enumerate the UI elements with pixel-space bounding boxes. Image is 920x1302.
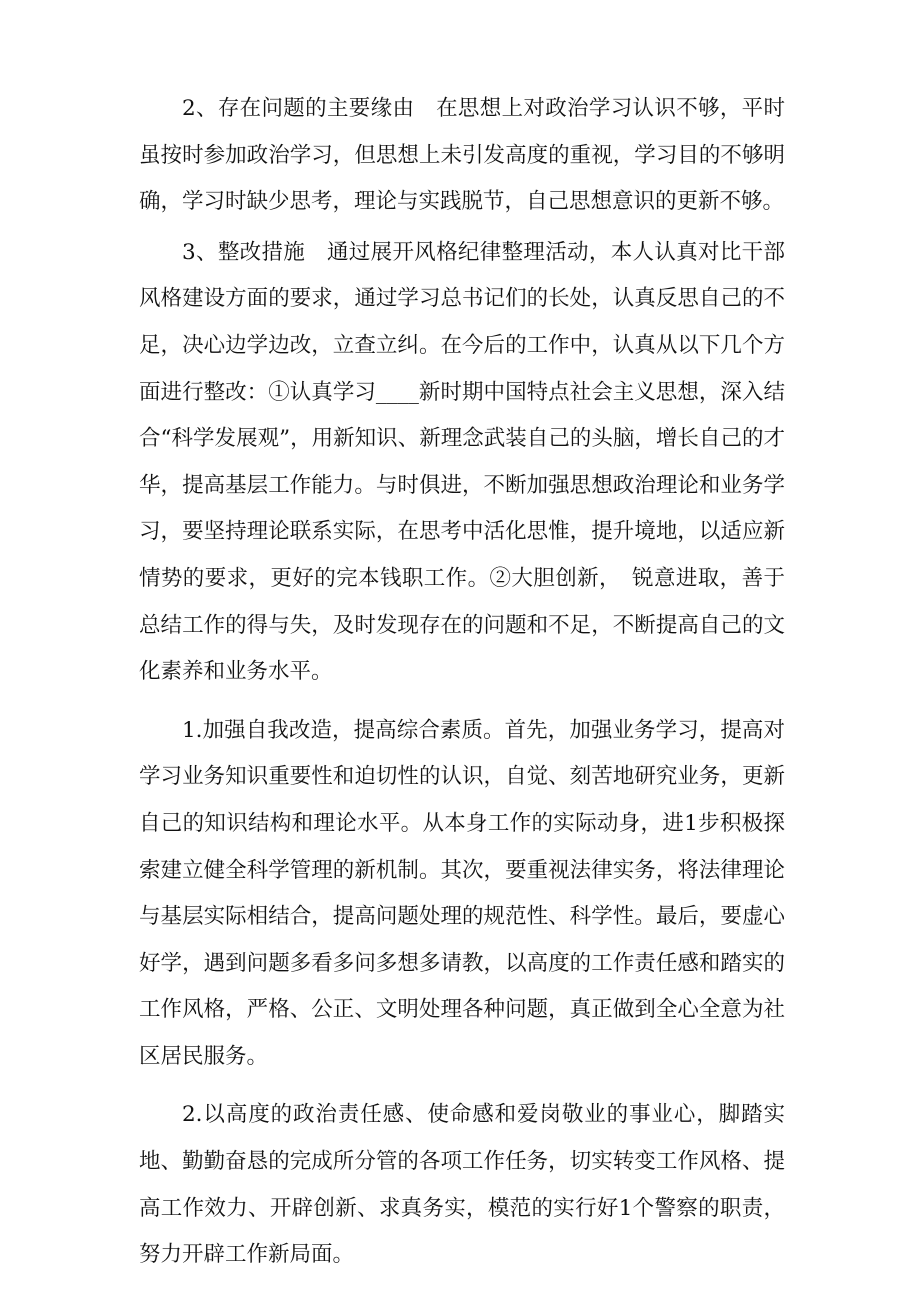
paragraph-rectification-measures: 3、整改措施 通过展开风格纪律整理活动，本人认真对比干部风格建设方面的要求，通过学习总书记们的长处，认真反思自己的不足，决心边学边改，立查立纠。在今后的工作中，认真从以下几个方面进行整改：①认真学习____新时期中国特点社会主义思想，深入结合“科学发展观”，用新知识、新理念武装自己的头脑，增长自己的才华，提高基层工作能力。与时俱进，不断加强思想政治理论和业务学习，要坚持理论联系实际，在思考中活化思惟，提升境地，以适应新情势的要求，更好的完本钱职工作。②大胆创新， 锐意进取，善于总结工作的得与失，及时发现存在的问题和不足，不断提高自己的文化素养和业务水平。 — [139, 239, 785, 685]
paragraph-political-responsibility: 2.以高度的政治责任感、使命感和爱岗敬业的事业心，脚踏实地、勤勤奋恳的完成所分管的各项工作任务，切实转变工作风格、提高工作效力、开辟创新、求真务实，模范的实行好1个警察的职责，努力开辟工作新局面。 — [139, 1102, 785, 1268]
paragraph-problem-causes: 2、存在问题的主要缘由 在思想上对政治学习认识不够，平时虽按时参加政治学习，但思想上未引发高度的重视，学习目的不够明确，学习时缺少思考，理论与实践脱节，自己思想意识的更新不够。 — [139, 96, 785, 215]
paragraph-self-improvement: 1.加强自我改造，提高综合素质。首先，加强业务学习，提高对学习业务知识重要性和迫切性的认识，自觉、刻苦地研究业务，更新自己的知识结构和理论水平。从本身工作的实际动身，进1步积极探索建立健全科学管理的新机制。其次，要重视法律实务，将法律理论与基层实际相结合，提高问题处理的规范性、科学性。最后，要虚心好学，遇到问题多看多问多想多请教，以高度的工作责任感和踏实的工作风格，严格、公正、文明处理各种问题，真正做到全心全意为社区居民服务。 — [139, 717, 785, 1069]
document-body — [139, 86, 785, 1279]
